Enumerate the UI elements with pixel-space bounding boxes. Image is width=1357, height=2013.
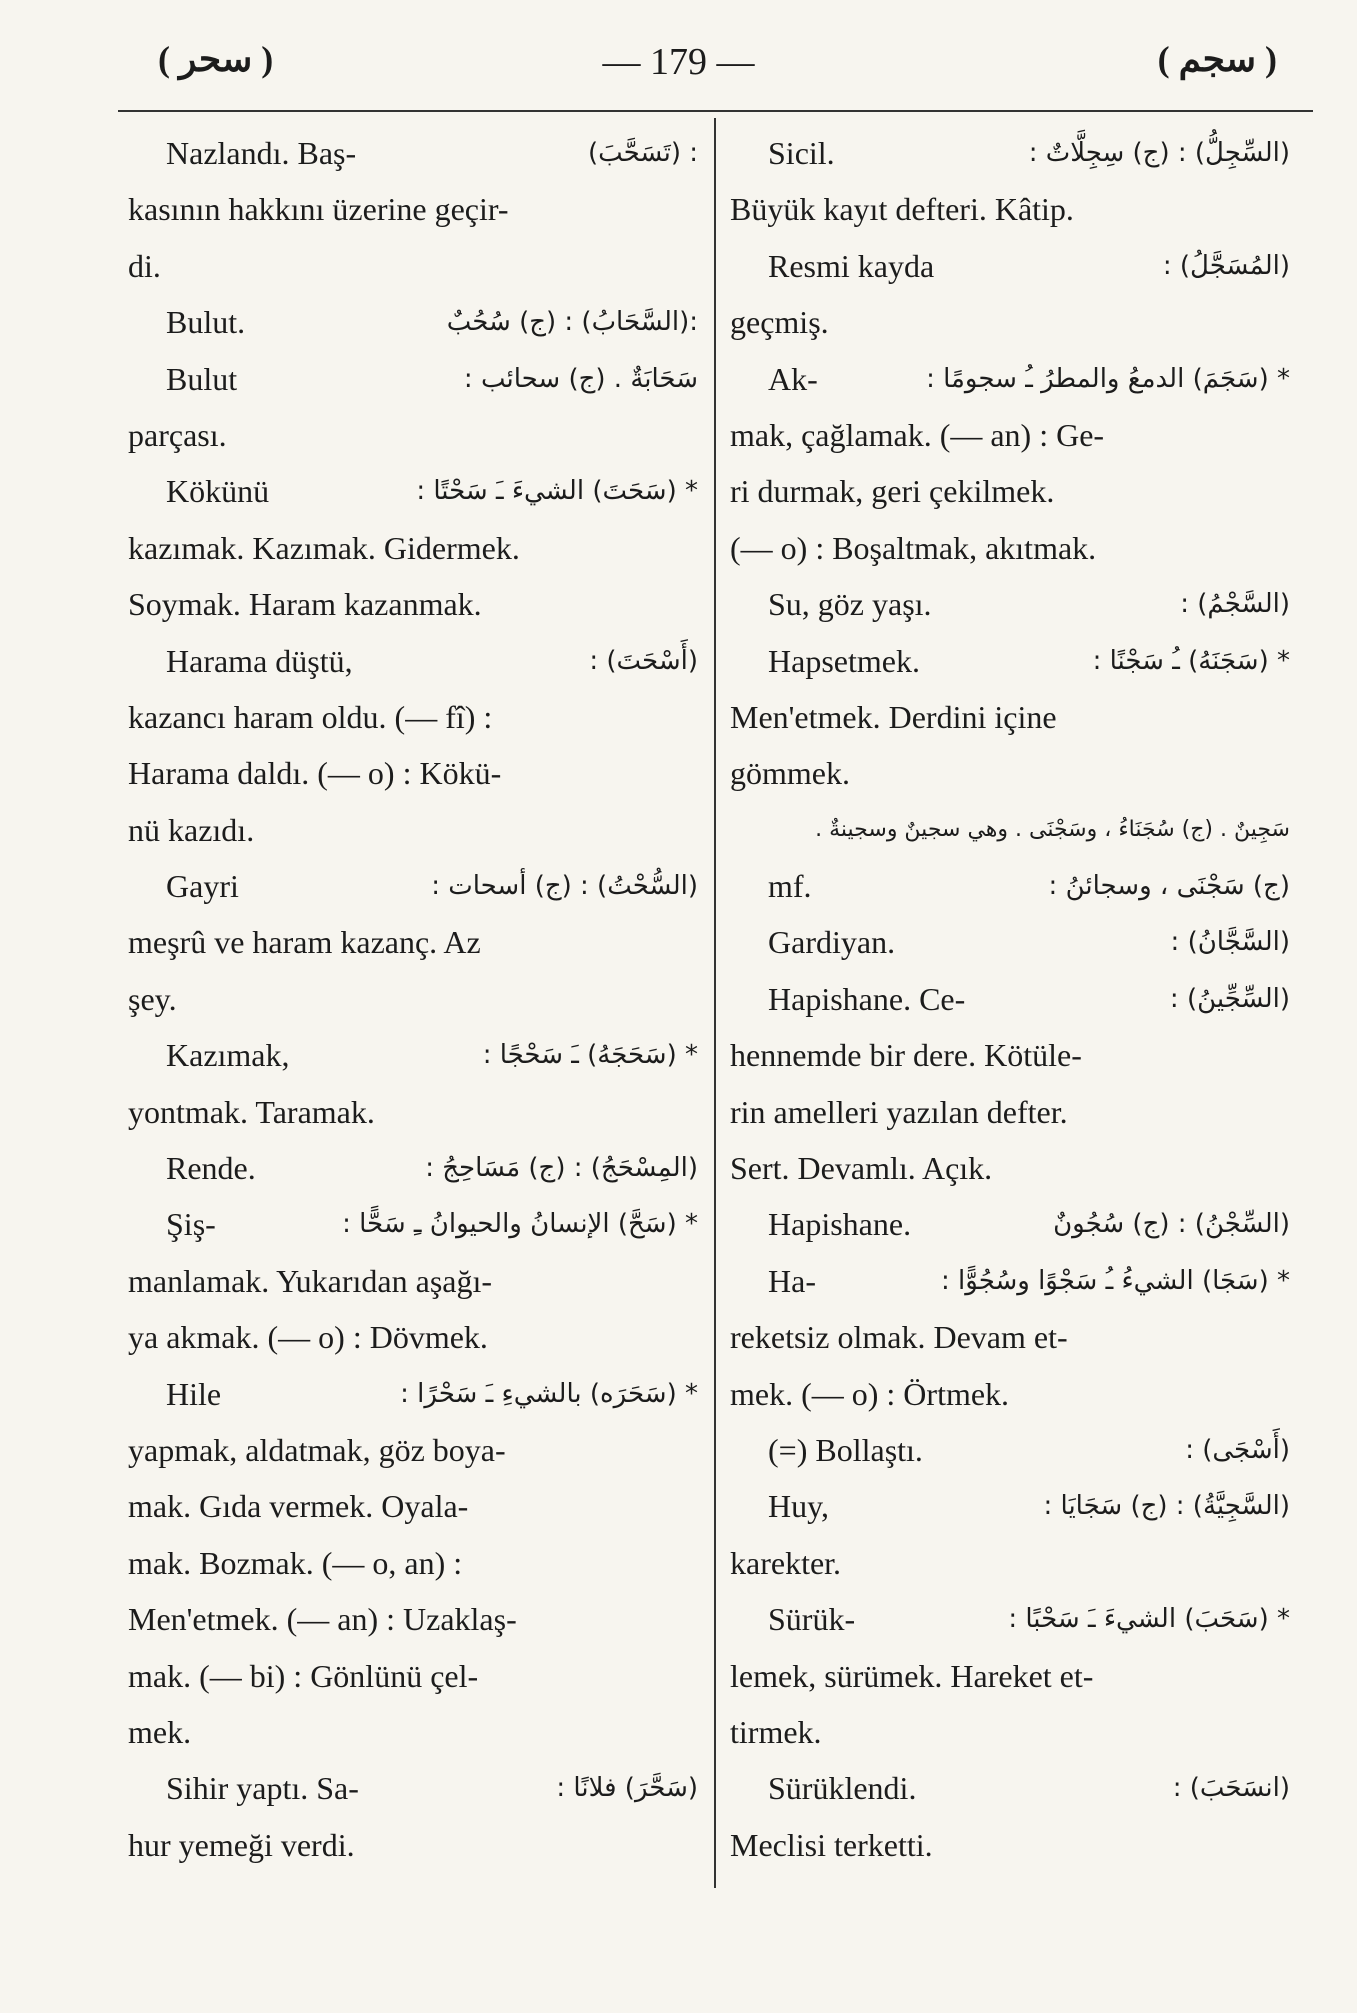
entry-line xyxy=(730,858,1290,914)
entry-text: mak. (— bi) : Gönlünü çel- xyxy=(128,1657,479,1694)
entry-text: Soymak. Haram kazanmak. xyxy=(128,586,482,623)
arabic-headword: (انسَحَبَ) : xyxy=(1172,1773,1290,1804)
entry-line xyxy=(730,1084,1290,1140)
header-left-keyword: ( سحر ) xyxy=(158,39,274,79)
entry-text: Bulut. xyxy=(166,304,246,341)
entry-line xyxy=(730,181,1290,237)
entry-text: Resmi kayda xyxy=(768,247,935,284)
right-column xyxy=(730,125,1290,1873)
arabic-headword: (السَّجَّانُ) : xyxy=(1170,927,1290,958)
entry-text: Men'etmek. (— an) : Uzaklaş- xyxy=(128,1601,517,1638)
entry-text: kazancı haram oldu. (— fî) : xyxy=(128,698,493,735)
arabic-headword: * (سَحَبَ) الشيءَ ـَ سَحْبًا : xyxy=(1008,1604,1290,1635)
entry-text: parçası. xyxy=(128,416,227,453)
entry-text: mak. Bozmak. (— o, an) : xyxy=(128,1544,463,1581)
entry-line xyxy=(730,1196,1290,1252)
entry-text: Men'etmek. Derdini içine xyxy=(730,698,1057,735)
entry-text: gömmek. xyxy=(730,755,850,792)
entry-text: geçmiş. xyxy=(730,304,829,341)
arabic-headword: (أَسْجَى) : xyxy=(1185,1434,1290,1465)
entry-line xyxy=(730,351,1290,407)
arabic-headword: * (سَحَّ) الإنسانُ والحيوانُ ـِ سَحًّا : xyxy=(342,1209,698,1240)
entry-line xyxy=(730,1817,1290,1873)
entry-line xyxy=(128,1535,698,1591)
entry-text: Sicil. xyxy=(768,135,835,171)
entry-text: Büyük kayıt defteri. Kâtip. xyxy=(730,191,1074,228)
entry-line xyxy=(128,407,698,463)
entry-text: Kökünü xyxy=(166,473,270,510)
arabic-headword: * (سَحَجَهُ) ـَ سَحْجًا : xyxy=(482,1040,698,1071)
entry-text: nü kazıdı. xyxy=(128,811,255,848)
entry-line xyxy=(730,1309,1290,1365)
entry-line xyxy=(128,576,698,632)
entry-text: Meclisi terketti. xyxy=(730,1826,933,1863)
entry-text: (— o) : Boşaltmak, akıtmak. xyxy=(730,529,1097,566)
entry-text: Ak- xyxy=(768,360,818,397)
entry-line xyxy=(128,1704,698,1760)
arabic-headword: * (سَجَمَ) الدمعُ والمطرُ ـُ سجومًا : xyxy=(926,363,1290,394)
entry-line xyxy=(730,1253,1290,1309)
entry-text: kazımak. Kazımak. Gidermek. xyxy=(128,529,520,566)
page-number: — 179 — xyxy=(602,41,755,83)
entry-line xyxy=(128,181,698,237)
entry-text: mek. xyxy=(128,1713,192,1750)
entry-line xyxy=(730,1422,1290,1478)
arabic-headword: * (سَجَا) الشيءُ ـُ سَجْوًا وسُجُوًّا : xyxy=(941,1265,1290,1296)
entry-text: Hapishane. xyxy=(768,1206,912,1243)
entry-text: Rende. xyxy=(166,1150,256,1187)
arabic-headword: (السِّجِلُّ) : (ج) سِجِلَّاتٌ : xyxy=(1028,138,1290,168)
entry-line xyxy=(730,689,1290,745)
entry-text: reketsiz olmak. Devam et- xyxy=(730,1319,1068,1356)
entry-text: Sürük- xyxy=(768,1601,856,1638)
entry-text: yapmak, aldatmak, göz boya- xyxy=(128,1431,506,1468)
entry-line xyxy=(128,1196,698,1252)
arabic-headword: * (سَحَتَ) الشيءَ ـَ سَحْتًا : xyxy=(416,476,698,507)
entry-text: mf. xyxy=(768,868,812,905)
entry-line xyxy=(730,463,1290,519)
arabic-headword: (أَسْحَتَ) : xyxy=(589,645,698,676)
entry-line xyxy=(128,802,698,858)
entry-line xyxy=(128,463,698,519)
entry-line xyxy=(730,971,1290,1027)
entry-line xyxy=(128,1648,698,1704)
entry-text: Gardiyan. xyxy=(768,924,896,961)
entry-line xyxy=(128,294,698,350)
entry-text: Bulut xyxy=(166,360,238,397)
entry-line xyxy=(128,971,698,1027)
entry-line xyxy=(128,1591,698,1647)
arabic-headword: (السِّجِّينُ) : xyxy=(1169,983,1290,1014)
entry-line xyxy=(128,1084,698,1140)
arabic-headword: * (سَحَرَه) بالشيءِ ـَ سَحْرًا : xyxy=(400,1378,698,1409)
entry-text: Kazımak, xyxy=(166,1037,290,1074)
entry-text: Şiş- xyxy=(166,1206,216,1243)
entry-text: ya akmak. (— o) : Dövmek. xyxy=(128,1319,488,1356)
arabic-headword: * (سَجَنَهُ) ـُ سَجْنًا : xyxy=(1092,645,1290,676)
arabic-headword: (السَّجْمُ) : xyxy=(1180,589,1290,620)
entry-text: tirmek. xyxy=(730,1713,822,1750)
entry-text: mek. (— o) : Örtmek. xyxy=(730,1375,1010,1412)
entry-text: Hapishane. Ce- xyxy=(768,980,966,1017)
entry-text: şey. xyxy=(128,980,177,1017)
arabic-headword: (السِّجْنُ) : (ج) سُجُونٌ xyxy=(1053,1209,1290,1240)
entry-text: di. xyxy=(128,247,161,284)
entry-line xyxy=(730,633,1290,689)
entry-text: (=) Bollaştı. xyxy=(768,1431,923,1468)
entry-line xyxy=(730,294,1290,350)
entry-line xyxy=(730,1535,1290,1591)
arabic-headword: (المِسْحَجُ) : (ج) مَسَاحِجُ : xyxy=(425,1153,698,1184)
arabic-headword: (السُّحْتُ) : (ج) أسحات : xyxy=(431,871,698,902)
entry-line xyxy=(730,745,1290,801)
entry-line xyxy=(128,1366,698,1422)
entry-text: kasının hakkını üzerine geçir- xyxy=(128,191,509,228)
entry-text: Sert. Devamlı. Açık. xyxy=(730,1150,993,1187)
entry-text: mak, çağlamak. (— an) : Ge- xyxy=(730,416,1105,453)
entry-line xyxy=(128,1478,698,1534)
entry-text: Ha- xyxy=(768,1262,816,1299)
entry-text: lemek, sürümek. Hareket et- xyxy=(730,1657,1094,1694)
entry-text: mak. Gıda vermek. Oyala- xyxy=(128,1488,469,1525)
entry-line xyxy=(128,1760,698,1816)
entry-text: Su, göz yaşı. xyxy=(768,586,932,623)
entry-line xyxy=(128,125,698,181)
entry-text: Huy, xyxy=(768,1488,830,1525)
entry-text: ri durmak, geri çekilmek. xyxy=(730,473,1055,510)
header-right-keyword: ( سجم ) xyxy=(1157,39,1277,79)
entry-line xyxy=(128,238,698,294)
entry-text: hennemde bir dere. Kötüle- xyxy=(730,1037,1082,1074)
entry-line xyxy=(128,1309,698,1365)
arabic-headword: (ج) سَجْنَى ، وسجائنُ : xyxy=(1048,871,1290,902)
arabic-headword: (المُسَجَّلُ) : xyxy=(1162,250,1290,281)
entry-line xyxy=(128,633,698,689)
column-divider xyxy=(714,118,716,1888)
header-rule xyxy=(118,110,1313,112)
entry-line xyxy=(128,689,698,745)
entry-line xyxy=(730,1478,1290,1534)
entry-line xyxy=(730,125,1290,181)
entry-text: manlamak. Yukarıdan aşağı- xyxy=(128,1262,493,1299)
entry-line xyxy=(730,1648,1290,1704)
entry-line xyxy=(730,802,1290,858)
entry-line xyxy=(730,407,1290,463)
entry-line xyxy=(730,238,1290,294)
entry-line xyxy=(730,1591,1290,1647)
entry-text: Harama düştü, xyxy=(166,642,353,679)
entry-line xyxy=(128,1422,698,1478)
arabic-headword: (السَّجِيَّةُ) : (ج) سَجَايَا : xyxy=(1043,1491,1290,1522)
entry-text: Harama daldı. (— o) : Kökü- xyxy=(128,755,502,792)
arabic-headword: : (تَسَحَّبَ) xyxy=(587,138,698,168)
arabic-headword: سَجِينٌ . (ج) سُجَنَاءُ ، وسَجْنَى . وهي سجينٌ وسجينةٌ . xyxy=(815,816,1290,842)
entry-text: Nazlandı. Baş- xyxy=(166,135,357,171)
entry-line xyxy=(128,1817,698,1873)
entry-line xyxy=(730,1140,1290,1196)
entry-text: meşrû ve haram kazanç. Az xyxy=(128,924,481,961)
entry-text: yontmak. Taramak. xyxy=(128,1093,375,1130)
entry-line xyxy=(128,520,698,576)
entry-line xyxy=(730,1366,1290,1422)
entry-line xyxy=(128,1027,698,1083)
left-column xyxy=(128,125,698,1873)
entry-text: hur yemeği verdi. xyxy=(128,1826,355,1863)
arabic-headword: (سَحَّرَ) فلانًا : xyxy=(556,1773,698,1804)
entry-line xyxy=(128,351,698,407)
entry-line xyxy=(730,1760,1290,1816)
entry-line xyxy=(730,1704,1290,1760)
entry-line xyxy=(128,1253,698,1309)
arabic-headword: :(السَّحَابُ) : (ج) سُحُبٌ xyxy=(446,307,698,338)
entry-line xyxy=(128,1140,698,1196)
entry-line xyxy=(128,745,698,801)
entry-text: Hapsetmek. xyxy=(768,642,920,679)
entry-text: karekter. xyxy=(730,1544,842,1581)
entry-line xyxy=(730,914,1290,970)
entry-text: Gayri xyxy=(166,868,239,905)
arabic-headword: سَحَابَةٌ . (ج) سحائب : xyxy=(463,363,698,394)
entry-text: Sihir yaptı. Sa- xyxy=(166,1770,359,1807)
entry-text: rin amelleri yazılan defter. xyxy=(730,1093,1068,1130)
entry-line xyxy=(730,1027,1290,1083)
entry-line xyxy=(730,520,1290,576)
entry-line xyxy=(128,858,698,914)
entry-line xyxy=(128,914,698,970)
entry-line xyxy=(730,576,1290,632)
entry-text: Hile xyxy=(166,1375,222,1412)
entry-text: Sürüklendi. xyxy=(768,1770,917,1807)
